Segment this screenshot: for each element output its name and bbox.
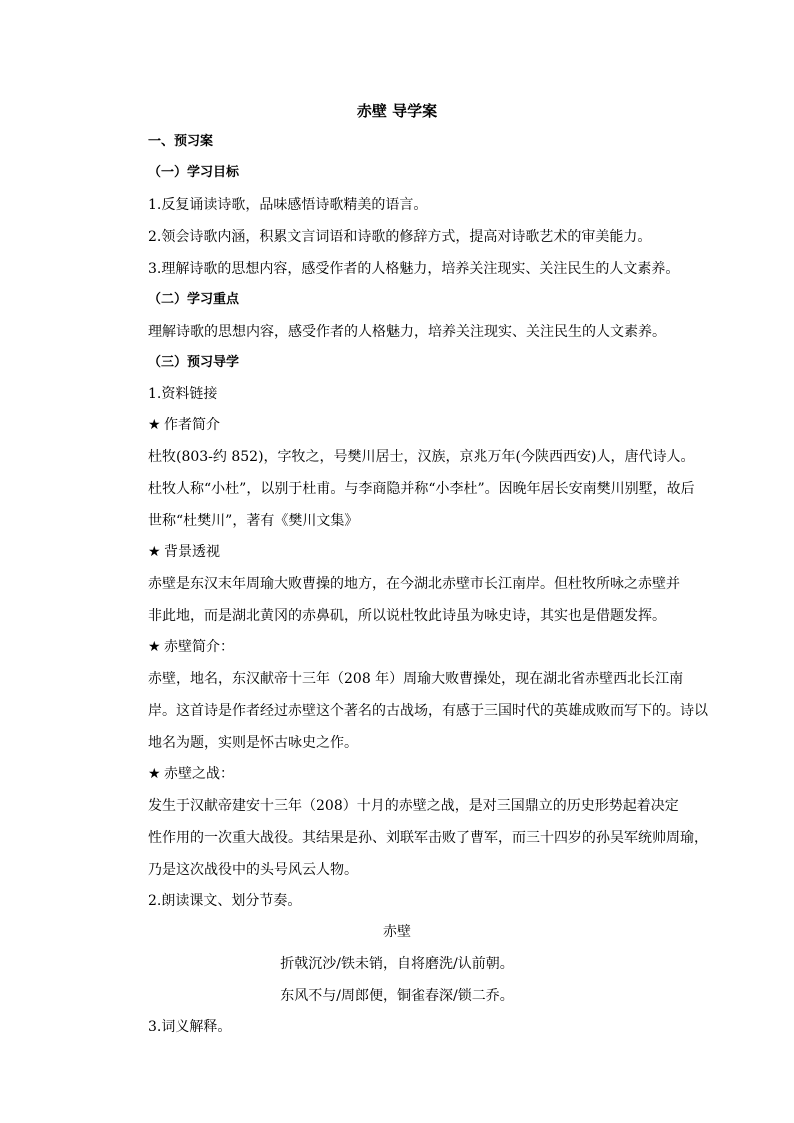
background-heading: ★ 背景透视 [148, 541, 688, 563]
item-resource-links: 1.资料链接 [148, 386, 218, 402]
star-icon: ★ [148, 639, 161, 655]
author-line-2: 杜牧人称“小杜”，以别于杜甫。与李商隐并称“小李杜”。因晚年居长安南樊川别墅，故后 [148, 481, 695, 497]
goal-3: 3.理解诗歌的思想内容，感受作者的人格魅力，培养关注现实、关注民生的人文素养。 [148, 261, 680, 277]
goal-1: 1.反复诵读诗歌，品味感悟诗歌精美的语言。 [148, 197, 428, 213]
key-point-text: 理解诗歌的思想内容，感受作者的人格魅力，培养关注现实、关注民生的人文素养。 [148, 324, 666, 340]
battle-line-1: 发生于汉献帝建安十三年（208）十月的赤壁之战，是对三国鼎立的历史形势起着决定 [148, 798, 679, 814]
subheading-preview-guide: （三）预习导学 [148, 355, 240, 370]
item-word-explanation: 3.词义解释。 [148, 1019, 232, 1035]
star-icon: ★ [148, 766, 161, 782]
chibi-intro-line-3: 地名为题，实则是怀古咏史之作。 [148, 735, 358, 751]
document-title: 赤壁 导学案 [356, 102, 438, 120]
battle-line-3: 乃是这次战役中的头号风云人物。 [148, 862, 358, 878]
poem-title: 赤壁 [383, 924, 411, 940]
background-line-2: 非此地，而是湖北黄冈的赤鼻矶，所以说杜牧此诗虽为咏史诗，其实也是借题发挥。 [148, 608, 666, 624]
chibi-intro-line-2: 岸。这首诗是作者经过赤壁这个著名的古战场，有感于三国时代的英雄成败而写下的。诗以 [148, 703, 708, 719]
star-icon: ★ [148, 544, 161, 560]
item-reading-rhythm: 2.朗读课文、划分节奏。 [148, 893, 302, 909]
goal-2: 2.领会诗歌内涵，积累文言词语和诗歌的修辞方式，提高对诗歌艺术的审美能力。 [148, 229, 652, 245]
subheading-learning-goals: （一）学习目标 [148, 165, 240, 180]
background-line-1: 赤壁是东汉末年周瑜大败曹操的地方，在今湖北赤壁市长江南岸。但杜牧所咏之赤壁并 [148, 576, 680, 592]
chibi-intro-line-1: 赤壁，地名，东汉献帝十三年（208 年）周瑜大败曹操处，现在湖北省赤壁西北长江南 [148, 671, 684, 687]
author-line-3: 世称“杜樊川”，著有《樊川文集》 [148, 513, 359, 529]
author-line-1: 杜牧(803-约 852)，字牧之，号樊川居士，汉族，京兆万年(今陕西西安)人，唐代诗人。 [148, 449, 695, 465]
poem-line-1: 折戟沉沙/铁未销，自将磨洗/认前朝。 [280, 956, 514, 972]
author-intro-heading: ★ 作者简介 [148, 414, 688, 436]
subheading-key-points: （二）学习重点 [148, 292, 240, 307]
section-heading-preview: 一、预习案 [148, 134, 214, 149]
chibi-intro-heading: ★ 赤壁简介： [148, 636, 688, 658]
battle-heading: ★ 赤壁之战： [148, 763, 688, 785]
star-icon: ★ [148, 417, 161, 433]
poem-line-2: 东风不与/周郎便，铜雀春深/锁二乔。 [280, 988, 514, 1004]
battle-line-2: 性作用的一次重大战役。其结果是孙、刘联军击败了曹军，而三十四岁的孙吴军统帅周瑜， [148, 830, 708, 846]
